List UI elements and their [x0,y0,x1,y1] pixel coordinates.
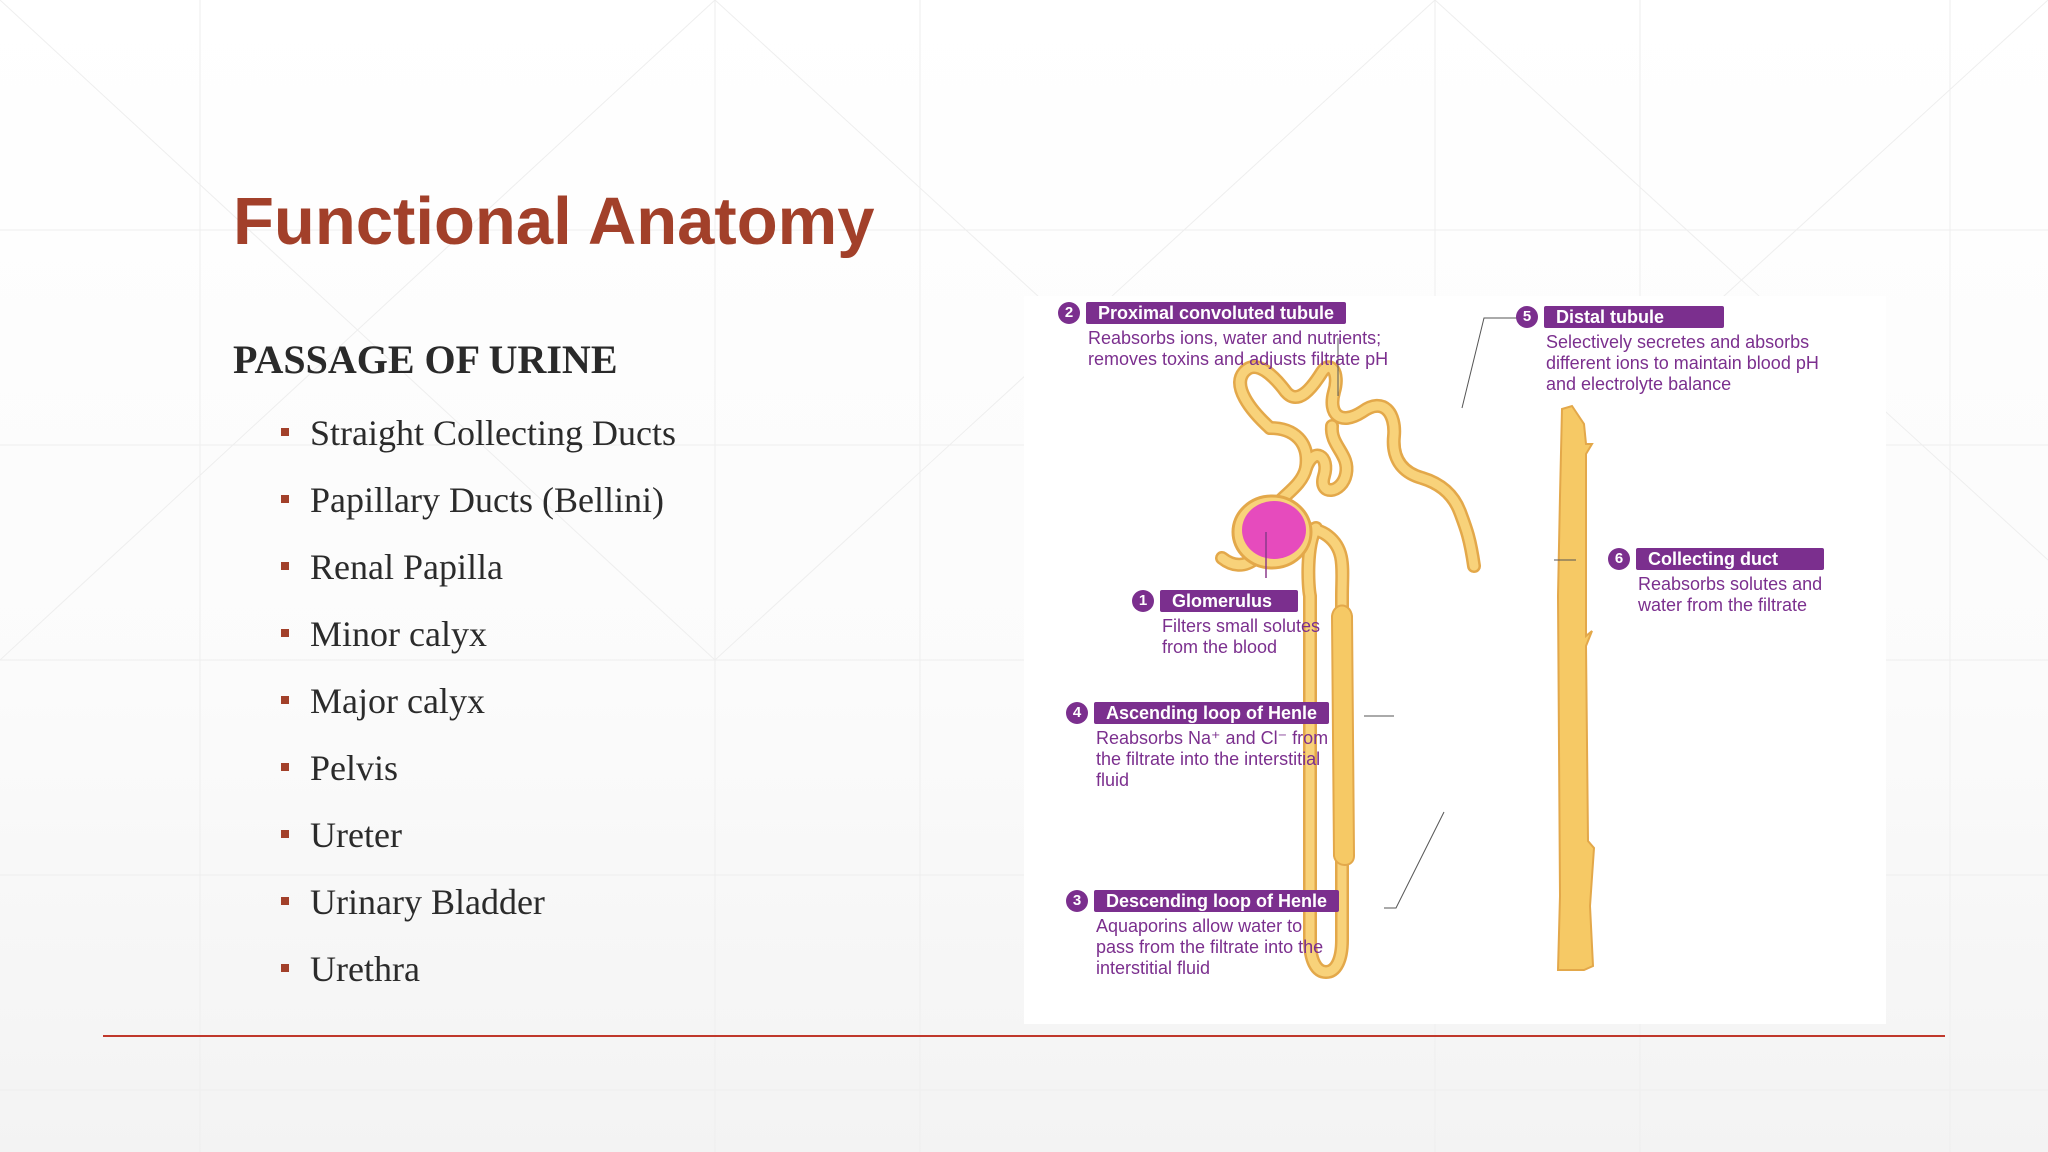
callout-description: Reabsorbs Na⁺ and Cl⁻ from [1096,728,1329,748]
bullet-square-icon [281,763,289,771]
bullet-square-icon [281,830,289,838]
callout-description: Reabsorbs solutes and [1638,574,1823,594]
callout-title: Distal tubule [1544,306,1724,328]
callout-number-badge: 1 [1132,590,1154,612]
callout-number-badge: 2 [1058,302,1080,324]
callout-description: Aquaporins allow water to [1096,916,1303,936]
callout-number-badge: 5 [1516,306,1538,328]
callout-description: Filters small solutes [1162,616,1321,636]
bullet-square-icon [281,696,289,704]
callout-description: interstitial fluid [1096,958,1211,978]
callout-description: pass from the filtrate into the [1096,937,1324,957]
bullet-square-icon [281,562,289,570]
callout-title: Descending loop of Henle [1094,890,1339,912]
callout-title: Glomerulus [1160,590,1298,612]
bullet-square-icon [281,629,289,637]
callout-description: the filtrate into the interstitial [1096,749,1321,769]
callout-description: Selectively secretes and absorbs [1546,332,1810,352]
callout-number-badge: 3 [1066,890,1088,912]
bullet-square-icon [281,428,289,436]
callout-number-badge: 6 [1608,548,1630,570]
callout-description: different ions to maintain blood pH [1546,353,1819,373]
slide-title: Functional Anatomy [233,184,875,259]
callout-title: Collecting duct [1636,548,1824,570]
callout-description: water from the filtrate [1638,595,1808,615]
callout-description: fluid [1096,770,1130,790]
callout-description: removes toxins and adjusts filtrate pH [1088,349,1389,369]
bullet-square-icon [281,495,289,503]
bullet-square-icon [281,897,289,905]
section-heading: PASSAGE OF URINE [233,337,618,382]
nephron-diagram [1024,296,1886,1024]
callout-description: Reabsorbs ions, water and nutrients; [1088,328,1382,348]
nephron-illustration [1024,296,1886,1024]
callout-title: Proximal convoluted tubule [1086,302,1346,324]
callout-description: from the blood [1162,637,1278,657]
callout-number-badge: 4 [1066,702,1088,724]
footer-divider [103,1035,1945,1037]
collecting-duct-shape [1558,406,1594,970]
callout-description: and electrolyte balance [1546,374,1732,394]
bullet-square-icon [281,964,289,972]
callout-title: Ascending loop of Henle [1094,702,1329,724]
